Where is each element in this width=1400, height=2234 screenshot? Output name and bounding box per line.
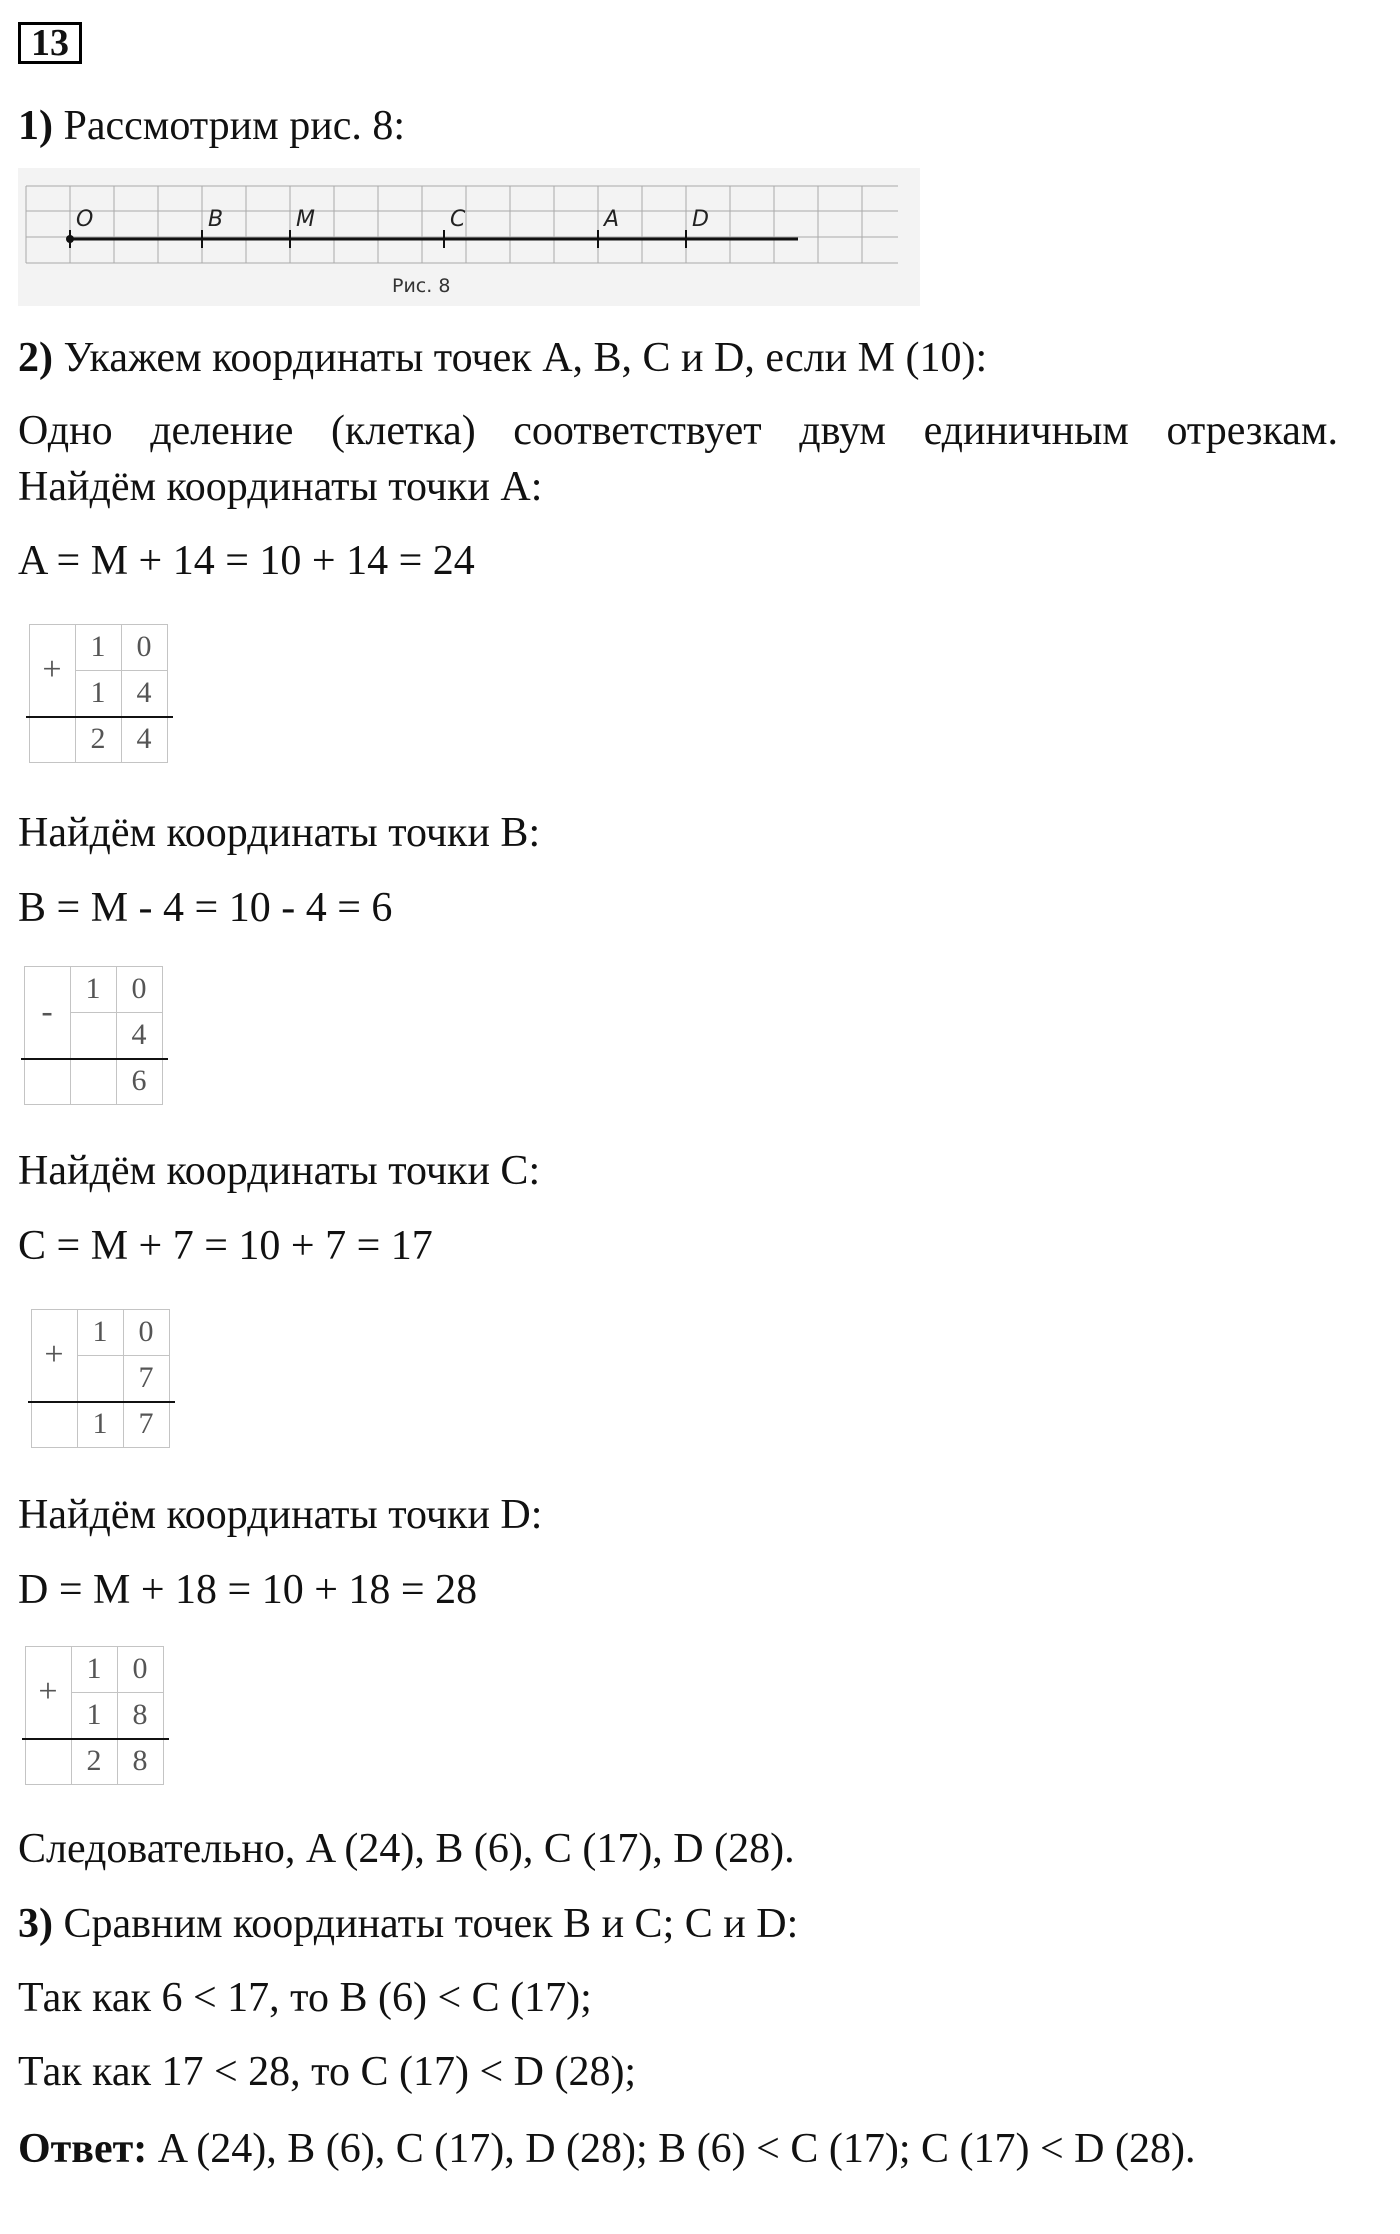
division-explanation: [18, 403, 1338, 459]
paragraph-word: деление: [150, 408, 294, 454]
equation-a: A = M + 14 = 10 + 14 = 24: [18, 538, 475, 584]
answer-line: [18, 2121, 1196, 2177]
empty-cell: [24, 1058, 71, 1105]
answer-label: Ответ:: [18, 2126, 148, 2172]
step1-number: 1): [18, 103, 53, 149]
operator-sign: +: [25, 1646, 72, 1739]
find-a-text: Найдём координаты точки A:: [18, 464, 543, 510]
empty-cell: [29, 716, 76, 763]
paragraph-word: двум: [799, 408, 887, 454]
number-line-drawing: [18, 168, 920, 306]
figure-caption: Рис. 8: [392, 275, 451, 297]
digit-cell: 0: [116, 966, 163, 1013]
comparison-2: Так как 17 < 28, то C (17) < D (28);: [18, 2049, 637, 2095]
point-label-d: D: [692, 207, 709, 232]
comparison-1: Так как 6 < 17, то B (6) < C (17);: [18, 1975, 592, 2021]
conclusion-text: Следовательно, A (24), B (6), C (17), D (28).: [18, 1826, 795, 1872]
step2-number: 2): [18, 335, 53, 381]
step3-text: Сравним координаты точек B и C; C и D:: [53, 1901, 799, 1947]
operator-sign: -: [24, 966, 71, 1059]
column-addition-c: [31, 1309, 169, 1447]
digit-cell: 0: [123, 1309, 170, 1356]
column-subtraction-b: [24, 966, 162, 1104]
step3-number: 3): [18, 1901, 53, 1947]
find-c-text: Найдём координаты точки C:: [18, 1148, 541, 1194]
digit-cell: 1: [71, 1692, 118, 1739]
digit-cell: 1: [75, 670, 122, 717]
point-label-c: C: [450, 207, 466, 232]
step1-line: [18, 98, 405, 154]
find-d-text: Найдём координаты точки D:: [18, 1492, 543, 1538]
digit-cell: 1: [77, 1309, 124, 1356]
digit-cell: 8: [117, 1738, 164, 1785]
point-label-m: M: [296, 207, 315, 232]
step2-line: [18, 330, 987, 386]
result-line: [26, 716, 173, 718]
step3-line: [18, 1896, 798, 1952]
answer-text: A (24), B (6), C (17), D (28); B (6) < C (17); C (17) < D (28).: [147, 2126, 1196, 2172]
digit-cell: 4: [121, 716, 168, 763]
equation-b: B = M - 4 = 10 - 4 = 6: [18, 885, 393, 931]
digit-cell: 1: [71, 1646, 118, 1693]
paragraph-word: Одно: [18, 408, 113, 454]
column-addition-a: [29, 624, 167, 762]
empty-cell: [31, 1401, 78, 1448]
result-line: [22, 1738, 169, 1740]
digit-cell: [77, 1355, 124, 1402]
digit-cell: [70, 1058, 117, 1105]
digit-cell: 7: [123, 1355, 170, 1402]
equation-d: D = M + 18 = 10 + 18 = 28: [18, 1567, 478, 1613]
equation-c: C = M + 7 = 10 + 7 = 17: [18, 1223, 433, 1269]
operator-sign: +: [31, 1309, 78, 1402]
paragraph-word: соответствует: [513, 408, 762, 454]
operator-sign: +: [29, 624, 76, 717]
paragraph-word: единичным: [923, 408, 1129, 454]
point-label-b: B: [208, 207, 224, 232]
digit-cell: 2: [75, 716, 122, 763]
task-number: 13: [18, 22, 82, 64]
digit-cell: 4: [116, 1012, 163, 1059]
digit-cell: 8: [117, 1692, 164, 1739]
digit-cell: [70, 1012, 117, 1059]
digit-cell: 7: [123, 1401, 170, 1448]
empty-cell: [25, 1738, 72, 1785]
paragraph-word: отрезкам.: [1166, 408, 1338, 454]
point-label-o: O: [76, 207, 94, 232]
result-line: [28, 1401, 175, 1403]
point-label-a: A: [604, 207, 620, 232]
column-addition-d: [25, 1646, 163, 1784]
figure-number-line: [18, 168, 920, 306]
digit-cell: 1: [75, 624, 122, 671]
result-line: [21, 1058, 168, 1060]
digit-cell: 1: [77, 1401, 124, 1448]
find-b-text: Найдём координаты точки B:: [18, 810, 541, 856]
step2-text: Укажем координаты точек A, B, C и D, если M (10):: [53, 335, 988, 381]
digit-cell: 2: [71, 1738, 118, 1785]
step1-text: Рассмотрим рис. 8:: [53, 103, 406, 149]
digit-cell: 0: [121, 624, 168, 671]
digit-cell: 1: [70, 966, 117, 1013]
digit-cell: 4: [121, 670, 168, 717]
digit-cell: 0: [117, 1646, 164, 1693]
paragraph-word: (клетка): [330, 408, 476, 454]
digit-cell: 6: [116, 1058, 163, 1105]
